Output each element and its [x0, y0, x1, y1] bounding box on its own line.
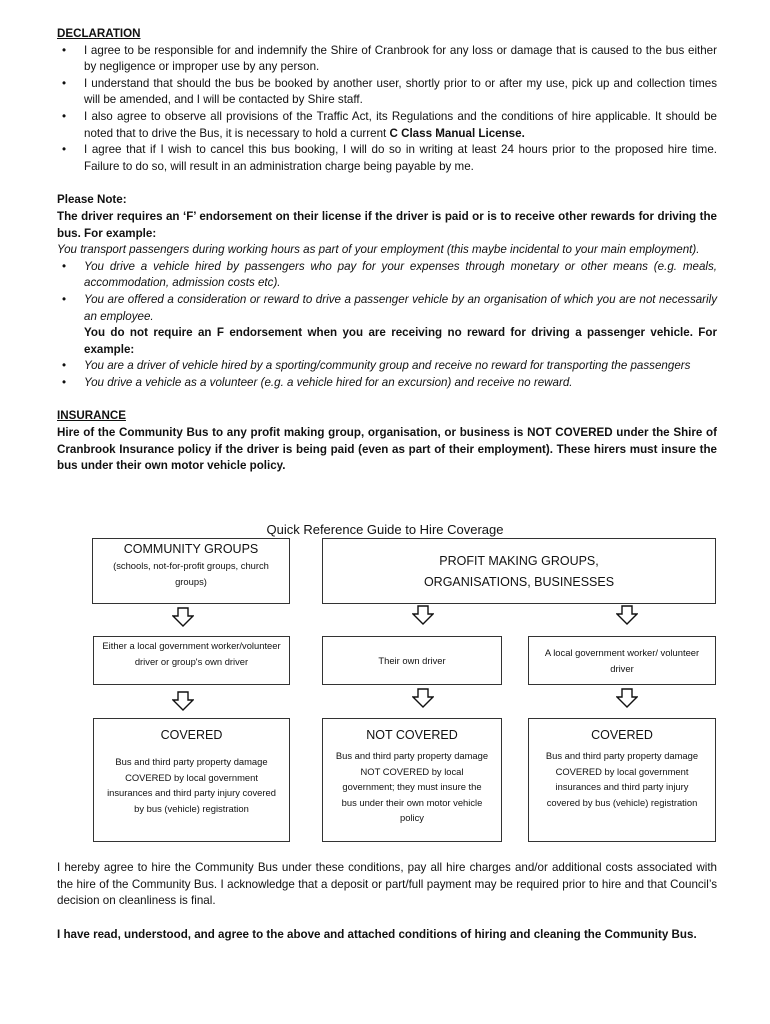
own-driver-box — [322, 636, 502, 685]
community-groups-title: COMMUNITY GROUPS — [123, 542, 259, 556]
agreement-section — [57, 860, 717, 943]
result-3-title: COVERED — [591, 728, 653, 742]
no-endorsement-text: You do not require an F endorsement when you are receiving no reward for driving a passenger vehicle. For example: — [84, 326, 717, 356]
down-arrow-icon — [412, 605, 434, 625]
down-arrow-icon — [616, 688, 638, 708]
community-driver-box — [93, 636, 290, 685]
note-heading: Please Note: — [57, 193, 127, 207]
note-bold-intro: The driver requires an ‘F’ endorsement on their license if the driver is paid or is to receive other rewards for driving the bus. For example: — [57, 209, 717, 240]
down-arrow-icon — [172, 607, 194, 627]
community-groups-subtitle: (schools, not-for-profit groups, church groups) — [113, 560, 269, 587]
down-arrow-icon — [172, 691, 194, 711]
declaration-heading: DECLARATION — [57, 27, 141, 40]
insurance-text: Hire of the Community Bus to any profit making group, organisation, or business is NOT COVERED under the Shire of Cranbrook Insurance policy if the driver is being paid (even as part of their employment). These hirers must insure the bus under their own motor vehicle policy. — [57, 426, 717, 473]
down-arrow-icon — [412, 688, 434, 708]
diagram-title: Quick Reference Guide to Hire Coverage — [266, 522, 504, 537]
result-covered-community-box — [93, 718, 290, 842]
unpaid-examples-list — [57, 358, 717, 391]
agreement-bold-text: I have read, understood, and agree to the above and attached conditions of hiring and cleaning the Community Bus. — [57, 927, 697, 941]
community-driver-text: Either a local government worker/volunteer driver or group's own driver — [102, 640, 281, 667]
result-1-text: Bus and third party property damage COVERED by local government insurances and third party injury covered by bus (vehicle) registration — [107, 756, 276, 814]
down-arrow-icon — [616, 605, 638, 625]
lg-driver-text: A local government worker/ volunteer driver — [544, 647, 700, 674]
community-groups-box — [92, 538, 290, 604]
license-requirement: C Class Manual License. — [389, 126, 525, 140]
result-2-title: NOT COVERED — [366, 728, 458, 742]
note-italic-intro: You transport passengers during working hours as part of your employment (this maybe incidental to your main employment). — [57, 243, 700, 257]
lg-driver-box — [528, 636, 716, 685]
profit-groups-box — [322, 538, 716, 604]
list-item: • I understand that should the bus be booked by another user, shortly prior to or after my use, pick up and collection times will be amended, and I will be contacted by Shire staff. — [57, 76, 717, 109]
result-covered-lg-box — [528, 718, 716, 842]
result-2-text: Bus and third party property damage NOT COVERED by local government; they must insure the bus under their own motor vehicle policy — [335, 750, 489, 823]
list-item: • You are offered a consideration or reward to drive a passenger vehicle by an organisation of which you are not necessarily an employee. — [57, 292, 717, 325]
own-driver-text: Their own driver — [378, 655, 446, 666]
list-item: • You drive a vehicle as a volunteer (e.g. a vehicle hired for an excursion) and receive no reward. — [57, 375, 717, 392]
agreement-text: I hereby agree to hire the Community Bus under these conditions, pay all hire charges and/or additional costs associated with the hire of the Community Bus. I acknowledge that a deposit or part/full payment may be required prior to hire and that Council’s decision on cleanliness is final. — [57, 861, 717, 908]
list-item: • I agree that if I wish to cancel this bus booking, I will do so in writing at least 24 hours prior to the proposed hire time. Failure to do so, will result in an administration charge being payable by me. — [57, 142, 717, 175]
list-item: • You are a driver of vehicle hired by a sporting/community group and receive no reward for transporting the passengers — [57, 358, 717, 375]
declaration-list — [57, 43, 717, 176]
result-1-title: COVERED — [160, 728, 223, 742]
list-item: • You drive a vehicle hired by passengers who pay for your expenses through monetary or other means (e.g. meals, accommodation, admission costs etc). — [57, 259, 717, 292]
result-not-covered-box — [322, 718, 502, 842]
paid-examples-list — [57, 259, 717, 325]
profit-groups-title: PROFIT MAKING GROUPS, ORGANISATIONS, BUSINESSES — [423, 554, 615, 589]
document-body — [57, 26, 717, 475]
list-item: • I also agree to observe all provisions of the Traffic Act, its Regulations and the conditions of hire applicable. It should be noted that to drive the Bus, it is necessary to hold a current C Class Manual License. — [57, 109, 717, 142]
insurance-heading: INSURANCE — [57, 409, 126, 423]
list-item: • I agree to be responsible for and indemnify the Shire of Cranbrook for any loss or damage that is caused to the bus either by negligence or improper use by any person. — [57, 43, 717, 76]
result-3-text: Bus and third party property damage COVERED by local government insurances and third party injury covered by bus (vehicle) registration — [545, 750, 699, 808]
